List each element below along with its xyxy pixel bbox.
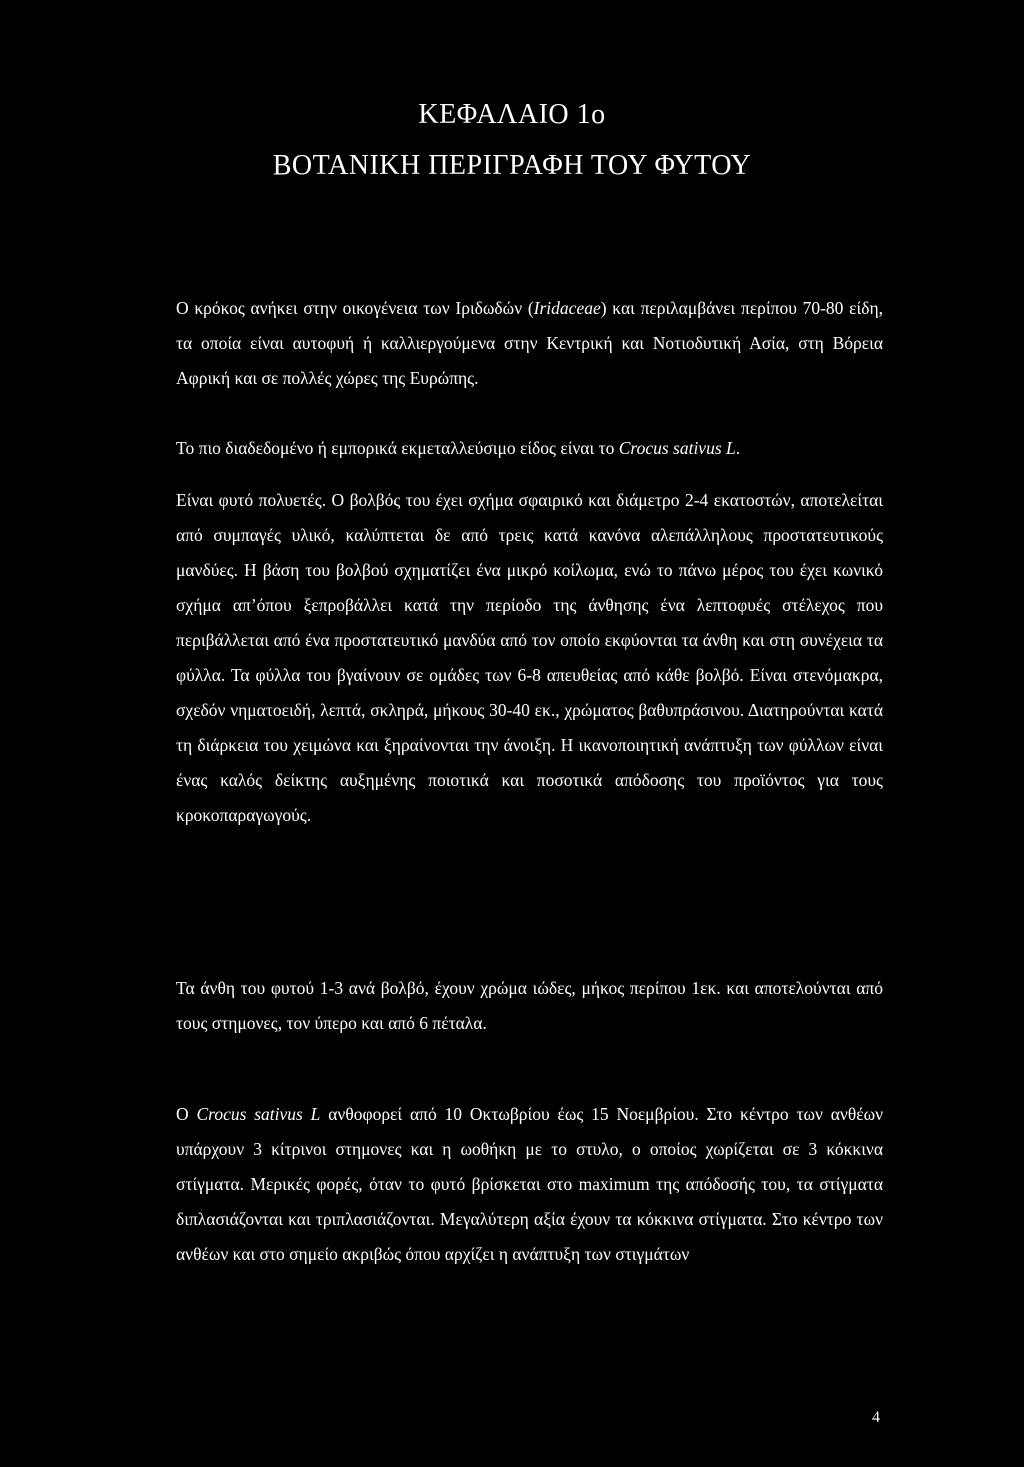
section-title: ΒΟΤΑΝΙΚΗ ΠΕΡΙΓΡΑΦΗ ΤΟΥ ΦΥΤΟΥ xyxy=(272,150,752,181)
paragraph-family-text-c: ) και περιλαμβάνει περίπου 70-80 είδη, τα οποία είναι αυτοφυή ή καλλιεργούμενα στην Κεντρική και Νοτιοδυτική Ασία, στη Βόρεια Αφρική και σε πολλές χώρες της Ευρώπης. xyxy=(176,298,883,388)
paragraph-species-text-c: . xyxy=(735,438,741,458)
paragraph-flowering xyxy=(176,1097,883,1272)
chapter-title: ΚΕΦΑΛΑΙΟ 1ο xyxy=(418,99,606,130)
page-number: 4 xyxy=(872,1409,880,1426)
paragraph-species xyxy=(176,431,883,466)
paragraph-family xyxy=(176,291,883,396)
paragraph-species-text-a: Το πιο διαδεδομένο ή εμπορικά εκμεταλλεύσιμο είδος είναι το xyxy=(176,438,619,458)
paragraph-flowering-text-a: Ο xyxy=(176,1104,197,1124)
species-latin-name: Crocus sativus L xyxy=(618,438,736,458)
family-latin-name: Iridaceae xyxy=(533,298,601,318)
paragraph-family-text-a: Ο κρόκος ανήκει στην οικογένεια των Ιριδωδών ( xyxy=(176,298,534,318)
species-latin-name-2: Crocus sativus L xyxy=(196,1104,321,1124)
paragraph-flowering-text-c: ανθοφορεί από 10 Οκτωβρίου έως 15 Νοεμβρίου. Στο κέντρο των ανθέων υπάρχουν 3 κίτρινοι στημονες και η ωοθήκη με το στυλο, ο οποίος χωρίζεται σε 3 κόκκινα στίγματα. Μερικές φορές, όταν το φυτό βρίσκεται στο maximum της απόδοσής του, τα στίγματα διπλασιάζονται και τριπλασιάζονται. Μεγαλύτερη αξία έχουν τα κόκκινα στίγματα. Στο κέντρο των ανθέων και στο σημείο ακριβώς όπου αρχίζει η ανάπτυξη των στιγμάτων xyxy=(176,1104,883,1264)
paragraph-bulb-description: Είναι φυτό πολυετές. Ο βολβός του έχει σχήμα σφαιρικό και διάμετρο 2-4 εκατοστών, αποτελείται από συμπαγές υλικό, καλύπτεται δε από τρεις κατά κανόνα αλεπάλληλους προστατευτικούς μανδύες. Η βάση του βολβού σχηματίζει ένα μικρό κοίλωμα, ενώ το πάνω μέρος του έχει κωνικό σχήμα απ’όπου ξεπροβάλλει κατά την περίοδο της άνθησης ένα λεπτοφυές στέλεχος που περιβάλλεται από ένα προστατευτικό μανδύα από τον οποίο εκφύονται τα άνθη και στη συνέχεια τα φύλλα. Τα φύλλα του βγαίνουν σε ομάδες των 6-8 απευθείας από κάθε βολβό. Είναι στενόμακρα, σχεδόν νηματοειδή, λεπτά, σκληρά, μήκους 30-40 εκ., χρώματος βαθυπράσινου. Διατηρούνται κατά τη διάρκεια του χειμώνα και ξηραίνονται την άνοιξη. Η ικανοποιητική ανάπτυξη των φύλλων είναι ένας καλός δείκτης αυξημένης ποιοτικά και ποσοτικά απόδοσης του προϊόντος για τους κροκοπαραγωγούς. xyxy=(176,490,883,825)
paragraph-flowers: Τα άνθη του φυτού 1-3 ανά βολβό, έχουν χρώμα ιώδες, μήκος περίπου 1εκ. και αποτελούνται από τους στημονες, τον ύπερο και από 6 πέταλα. xyxy=(176,978,883,1033)
